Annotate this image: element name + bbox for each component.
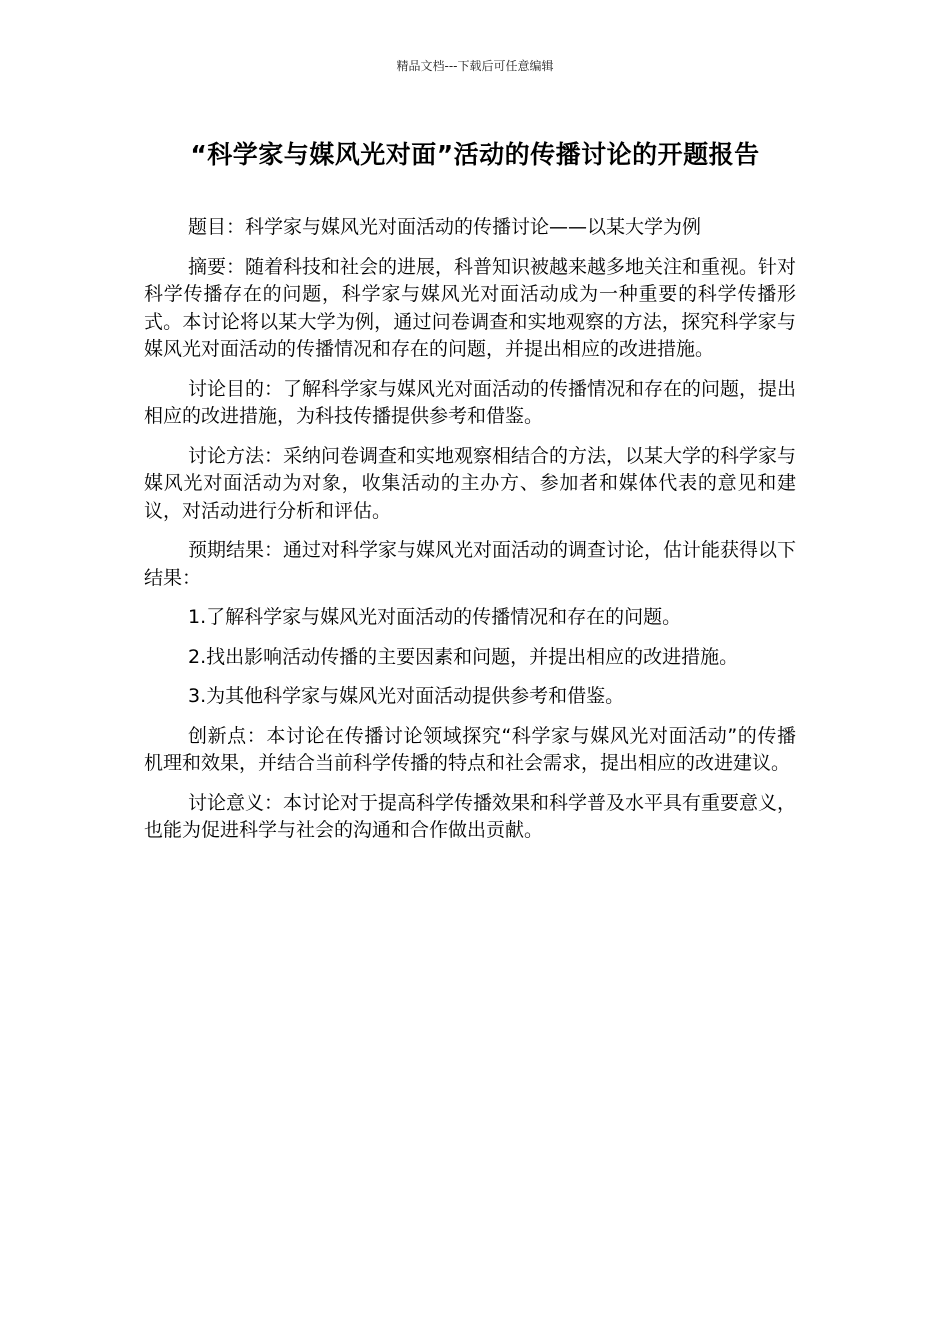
expected-results-paragraph: 预期结果：通过对科学家与媒风光对面活动的调查讨论，估计能获得以下结果： [144,539,797,589]
topic-paragraph: 题目：科学家与媒风光对面活动的传播讨论——以某大学为例 [188,216,702,238]
result-item-1: 1.了解科学家与媒风光对面活动的传播情况和存在的问题。 [188,606,682,628]
innovation-paragraph: 创新点：本讨论在传播讨论领域探究“科学家与媒风光对面活动”的传播机理和效果，并结合当前科学传播的特点和社会需求，提出相应的改进建议。 [144,724,796,774]
method-paragraph: 讨论方法：采纳问卷调查和实地观察相结合的方法，以某大学的科学家与媒风光对面活动为对象，收集活动的主办方、参加者和媒体代表的意见和建议，对活动进行分析和评估。 [144,444,797,522]
abstract-paragraph: 摘要：随着科技和社会的进展，科普知识被越来越多地关注和重视。针对科学传播存在的问题，科学家与媒风光对面活动成为一种重要的科学传播形式。本讨论将以某大学为例，通过问卷调查和实地观察的方法，探究科学家与媒风光对面活动的传播情况和存在的问题，并提出相应的改进措施。 [144,255,797,360]
document-body [144,214,796,857]
purpose-paragraph: 讨论目的：了解科学家与媒风光对面活动的传播情况和存在的问题，提出相应的改进措施，为科技传播提供参考和借鉴。 [144,377,797,427]
result-item-2: 2.找出影响活动传播的主要因素和问题，并提出相应的改进措施。 [188,645,739,668]
result-item-3: 3.为其他科学家与媒风光对面活动提供参考和借鉴。 [188,685,625,707]
document-title: “科学家与媒风光对面”活动的传播讨论的开题报告 [190,140,760,169]
significance-paragraph: 讨论意义：本讨论对于提高科学传播效果和科学普及水平具有重要意义，也能为促进科学与社会的沟通和合作做出贡献。 [144,791,797,841]
header-note: 精品文档---下载后可任意编辑 [396,59,554,73]
